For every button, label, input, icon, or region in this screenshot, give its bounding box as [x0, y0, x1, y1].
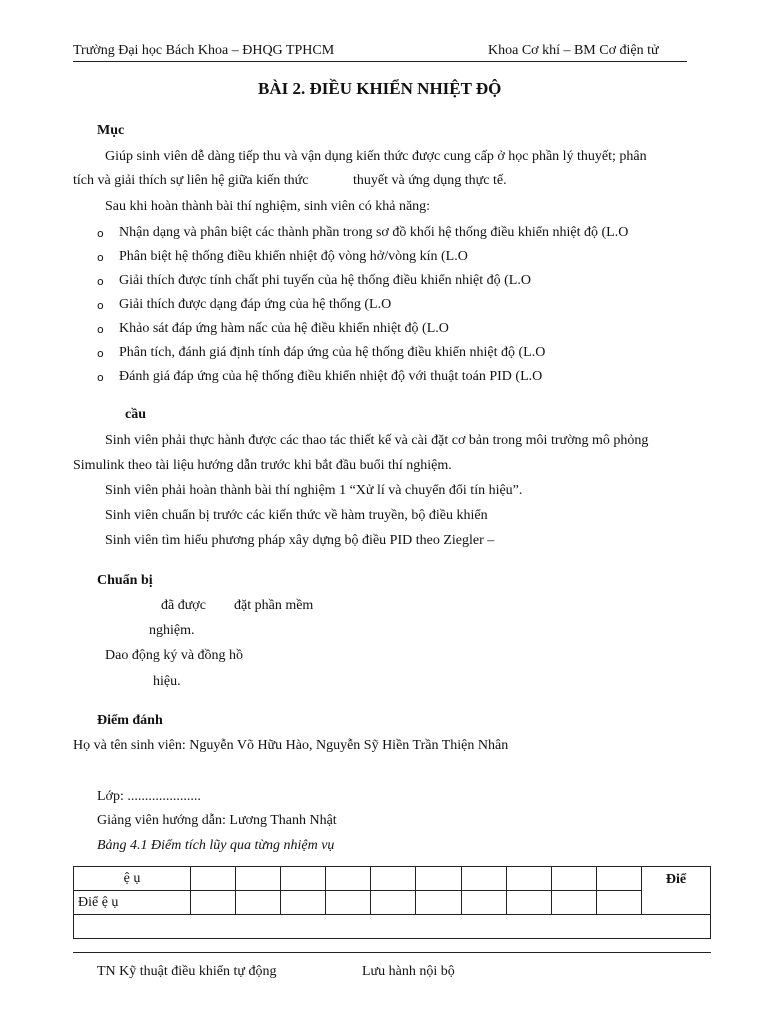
yeucau-line1: Sinh viên phải thực hành được các thao tác thiết kế và cài đặt cơ bản trong môi trường mô phỏng	[105, 433, 649, 448]
muc-para1-line2a: tích và giải thích sự liên hệ giữa kiến thức	[73, 173, 309, 188]
chuanbi-line1a: đã được	[161, 598, 206, 613]
bullet-icon: o	[97, 347, 104, 360]
row-header-score: Điể ệ ụ	[74, 891, 191, 915]
table-cell	[191, 867, 236, 891]
header-left: Trường Đại học Bách Khoa – ĐHQG TPHCM	[73, 43, 335, 58]
outcome-item: Giải thích được dạng đáp ứng của hệ thống (L.O	[119, 297, 392, 312]
section-heading-yeucau: cầu	[125, 407, 146, 422]
table-cell	[191, 891, 236, 915]
table-cell	[416, 891, 461, 915]
table-cell	[371, 891, 416, 915]
header-rule	[73, 61, 687, 62]
table-cell	[236, 867, 281, 891]
yeucau-line3: Sinh viên phải hoàn thành bài thí nghiệm 1 “Xử lí và chuyển đổi tín hiệu”.	[105, 483, 523, 498]
table-row	[74, 915, 711, 939]
outcome-item: Đánh giá đáp ứng của hệ thống điều khiển nhiệt độ với thuật toán PID (L.O	[119, 369, 543, 384]
row-header-task: ệ ụ	[74, 867, 191, 891]
header-right: Khoa Cơ khí – BM Cơ điện tử	[488, 43, 659, 58]
bullet-icon: o	[97, 323, 104, 336]
instructor-line: Giảng viên hướng dẫn: Lương Thanh Nhật	[97, 813, 337, 828]
total-score-header: Điể	[642, 867, 711, 915]
footer-right: Lưu hành nội bộ	[362, 964, 455, 979]
page-title: BÀI 2. ĐIỀU KHIỂN NHIỆT ĐỘ	[258, 79, 502, 98]
table-cell	[326, 891, 371, 915]
section-heading-diemdanh: Điểm đánh	[97, 713, 163, 728]
table-cell	[551, 891, 596, 915]
section-heading-muc: Mục	[97, 123, 125, 138]
table-cell	[506, 867, 551, 891]
bullet-icon: o	[97, 251, 104, 264]
table-cell	[461, 891, 506, 915]
footer-left: TN Kỹ thuật điều khiển tự động	[97, 964, 277, 979]
outcome-item: Phân tích, đánh giá định tính đáp ứng của hệ thống điều khiển nhiệt độ (L.O	[119, 345, 546, 360]
table-cell	[506, 891, 551, 915]
grade-table	[73, 866, 711, 939]
chuanbi-line2: nghiệm.	[149, 623, 195, 638]
table-cell	[416, 867, 461, 891]
outcome-item: Giải thích được tính chất phi tuyến của hệ thống điều khiển nhiệt độ (L.O	[119, 273, 531, 288]
class-line: Lớp: .....................	[97, 789, 201, 804]
table-row	[74, 867, 711, 891]
yeucau-line2: Simulink theo tài liệu hướng dẫn trước khi bắt đầu buổi thí nghiệm.	[73, 458, 452, 473]
bullet-icon: o	[97, 299, 104, 312]
table-cell	[281, 891, 326, 915]
bullet-icon: o	[97, 275, 104, 288]
chuanbi-line1b: đặt phần mềm	[234, 598, 314, 613]
table-cell	[596, 867, 641, 891]
section-heading-chuanbi: Chuẩn bị	[97, 573, 153, 588]
muc-para1-line2b: thuyết và ứng dụng thực tế.	[353, 173, 507, 188]
table-cell	[551, 867, 596, 891]
table-cell	[596, 891, 641, 915]
table-cell	[281, 867, 326, 891]
yeucau-line4: Sinh viên chuẩn bị trước các kiến thức về hàm truyền, bộ điều khiển	[105, 508, 488, 523]
table-cell	[371, 867, 416, 891]
bullet-icon: o	[97, 371, 104, 384]
yeucau-line5: Sinh viên tìm hiểu phương pháp xây dựng bộ điều PID theo Ziegler –	[105, 533, 495, 548]
table-cell	[461, 867, 506, 891]
outcome-item: Phân biệt hệ thống điều khiển nhiệt độ vòng hở/vòng kín (L.O	[119, 249, 468, 264]
table-row	[74, 891, 711, 915]
table-caption: Bảng 4.1 Điểm tích lũy qua từng nhiệm vụ	[97, 838, 335, 853]
outcome-item: Nhận dạng và phân biệt các thành phần trong sơ đồ khối hệ thống điều khiển nhiệt độ (L.O	[119, 225, 629, 240]
table-cell-blank	[74, 915, 711, 939]
footer-rule	[73, 952, 711, 953]
outcome-item: Khảo sát đáp ứng hàm nấc của hệ điều khiển nhiệt độ (L.O	[119, 321, 449, 336]
muc-para2: Sau khi hoàn thành bài thí nghiệm, sinh viên có khả năng:	[105, 199, 431, 214]
chuanbi-line4: hiệu.	[153, 674, 181, 689]
table-cell	[326, 867, 371, 891]
table-cell	[236, 891, 281, 915]
chuanbi-line3: Dao động ký và đồng hồ	[105, 648, 244, 663]
bullet-icon: o	[97, 227, 104, 240]
students-line: Họ và tên sinh viên: Nguyễn Võ Hữu Hào, Nguyễn Sỹ Hiền Trần Thiện Nhân	[73, 738, 509, 753]
muc-para1-line1: Giúp sinh viên dễ dàng tiếp thu và vận dụng kiến thức được cung cấp ở học phần lý thuyết; phân	[105, 149, 647, 164]
